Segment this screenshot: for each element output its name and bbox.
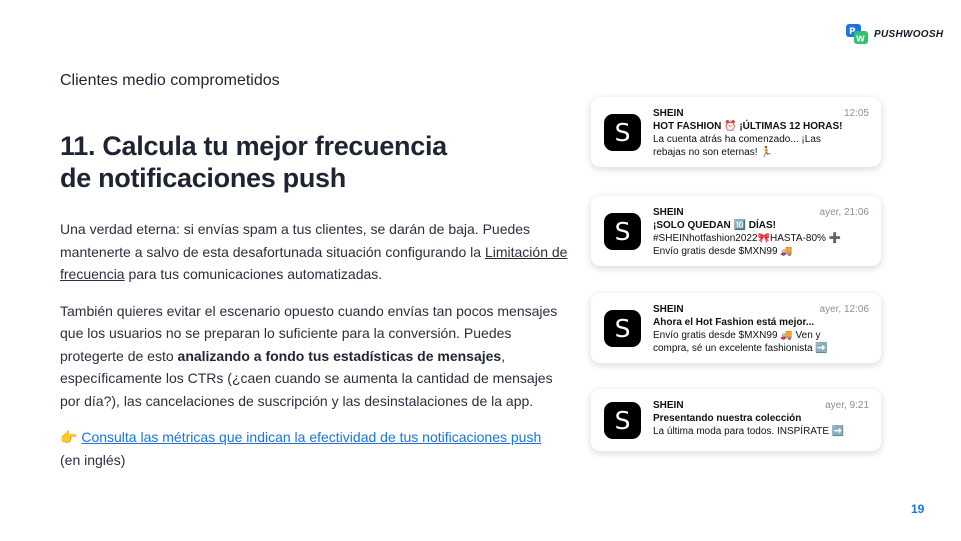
notification-body-line: La cuenta atrás ha comenzado... ¡Las	[653, 134, 821, 145]
pointing-hand-icon: 👉	[60, 429, 78, 445]
notification-time: 12:05	[843, 108, 869, 119]
page-number: 19	[911, 502, 925, 516]
notification-body-line: compra, sé un excelente fashionista ➡️	[653, 343, 828, 354]
notification-header	[653, 303, 869, 316]
notification-header	[653, 206, 869, 219]
notification-card[interactable]	[591, 196, 881, 266]
notification-body-line: #SHEINhotfashion2022🎀HASTA-80% ➕	[653, 233, 842, 244]
app-icon-letter: S	[614, 406, 631, 435]
page-title	[60, 130, 530, 194]
paragraph-1	[60, 218, 570, 286]
paragraph-2-bold: analizando a fondo tus estadísticas de mensajes	[177, 347, 502, 364]
section-label: Clientes medio comprometidos	[60, 72, 280, 89]
notification-header	[653, 399, 869, 412]
notification-app-name: SHEIN	[653, 304, 684, 315]
notification-content	[653, 399, 869, 438]
shein-app-icon	[604, 402, 641, 439]
notification-title: ¡SOLO QUEDAN 🔟 DÍAS!	[653, 220, 777, 231]
shein-app-icon	[604, 310, 641, 347]
notification-content	[653, 206, 869, 258]
title-line-1: 11. Calcula tu mejor frecuencia	[60, 131, 447, 161]
notification-time: ayer, 12:06	[819, 304, 869, 315]
notification-card[interactable]	[591, 389, 881, 451]
notification-time: ayer, 9:21	[825, 400, 869, 411]
metrics-link[interactable]: Consulta las métricas que indican la efectividad de tus notificaciones push	[81, 429, 542, 445]
paragraph-1-text-end: para tus comunicaciones automatizadas.	[124, 266, 383, 282]
body-text	[60, 218, 570, 485]
notification-body-line: Envío gratis desde $MXN99 🚚 Ven y	[653, 330, 821, 341]
app-icon-letter: S	[614, 217, 631, 246]
notification-app-name: SHEIN	[653, 108, 684, 119]
pushwoosh-logo-icon	[845, 23, 869, 45]
title-line-2: de notificaciones push	[60, 163, 346, 193]
app-icon-letter: S	[614, 314, 631, 343]
notification-header	[653, 107, 869, 120]
paragraph-1-text: Una verdad eterna: si envías spam a tus clientes, se darán de baja. Puedes mantenerte a salvo de esta desafortunada situación configurando la	[60, 221, 531, 260]
paragraph-3-note: (en inglés)	[60, 451, 126, 468]
notification-card[interactable]	[591, 293, 881, 363]
brand-name: PUSHWOOSH	[874, 28, 944, 40]
notification-title: Ahora el Hot Fashion está mejor...	[653, 317, 815, 328]
pushwoosh-logo	[845, 23, 943, 45]
notification-title: HOT FASHION ⏰ ¡ÚLTIMAS 12 HORAS!	[653, 121, 843, 132]
notification-content	[653, 303, 869, 355]
frequency-capping-link[interactable]: Limitación de frecuencia	[60, 243, 568, 282]
shein-app-icon	[604, 213, 641, 250]
paragraph-2-text-end: , específicamente los CTRs (¿caen cuando se aumenta la cantidad de mensajes por día?), las cancelaciones de suscripción y las desinstalaciones de la app.	[60, 347, 553, 409]
paragraph-2	[60, 300, 570, 413]
notification-app-name: SHEIN	[653, 207, 684, 218]
notification-card[interactable]	[591, 97, 881, 167]
svg-text:P: P	[849, 27, 856, 37]
svg-text:W: W	[856, 34, 865, 44]
paragraph-2-text: También quieres evitar el escenario opuesto cuando envías tan pocos mensajes que los usuarios no se preparan lo suficiente para la conversión. Puedes protegerte de esto	[60, 302, 558, 364]
notification-app-name: SHEIN	[653, 400, 684, 411]
shein-app-icon	[604, 114, 641, 151]
notification-time: ayer, 21:06	[819, 207, 869, 218]
app-icon-letter: S	[614, 118, 631, 147]
paragraph-3	[60, 426, 570, 471]
notification-body-line: Envío gratis desde $MXN99 🚚	[653, 246, 793, 257]
notification-content	[653, 107, 869, 159]
notification-title: Presentando nuestra colección	[653, 413, 802, 424]
notification-body-line: rebajas no son eternas! 🏃	[653, 147, 773, 158]
notification-body-line: La última moda para todos. INSPÍRATE ➡️	[653, 426, 845, 437]
